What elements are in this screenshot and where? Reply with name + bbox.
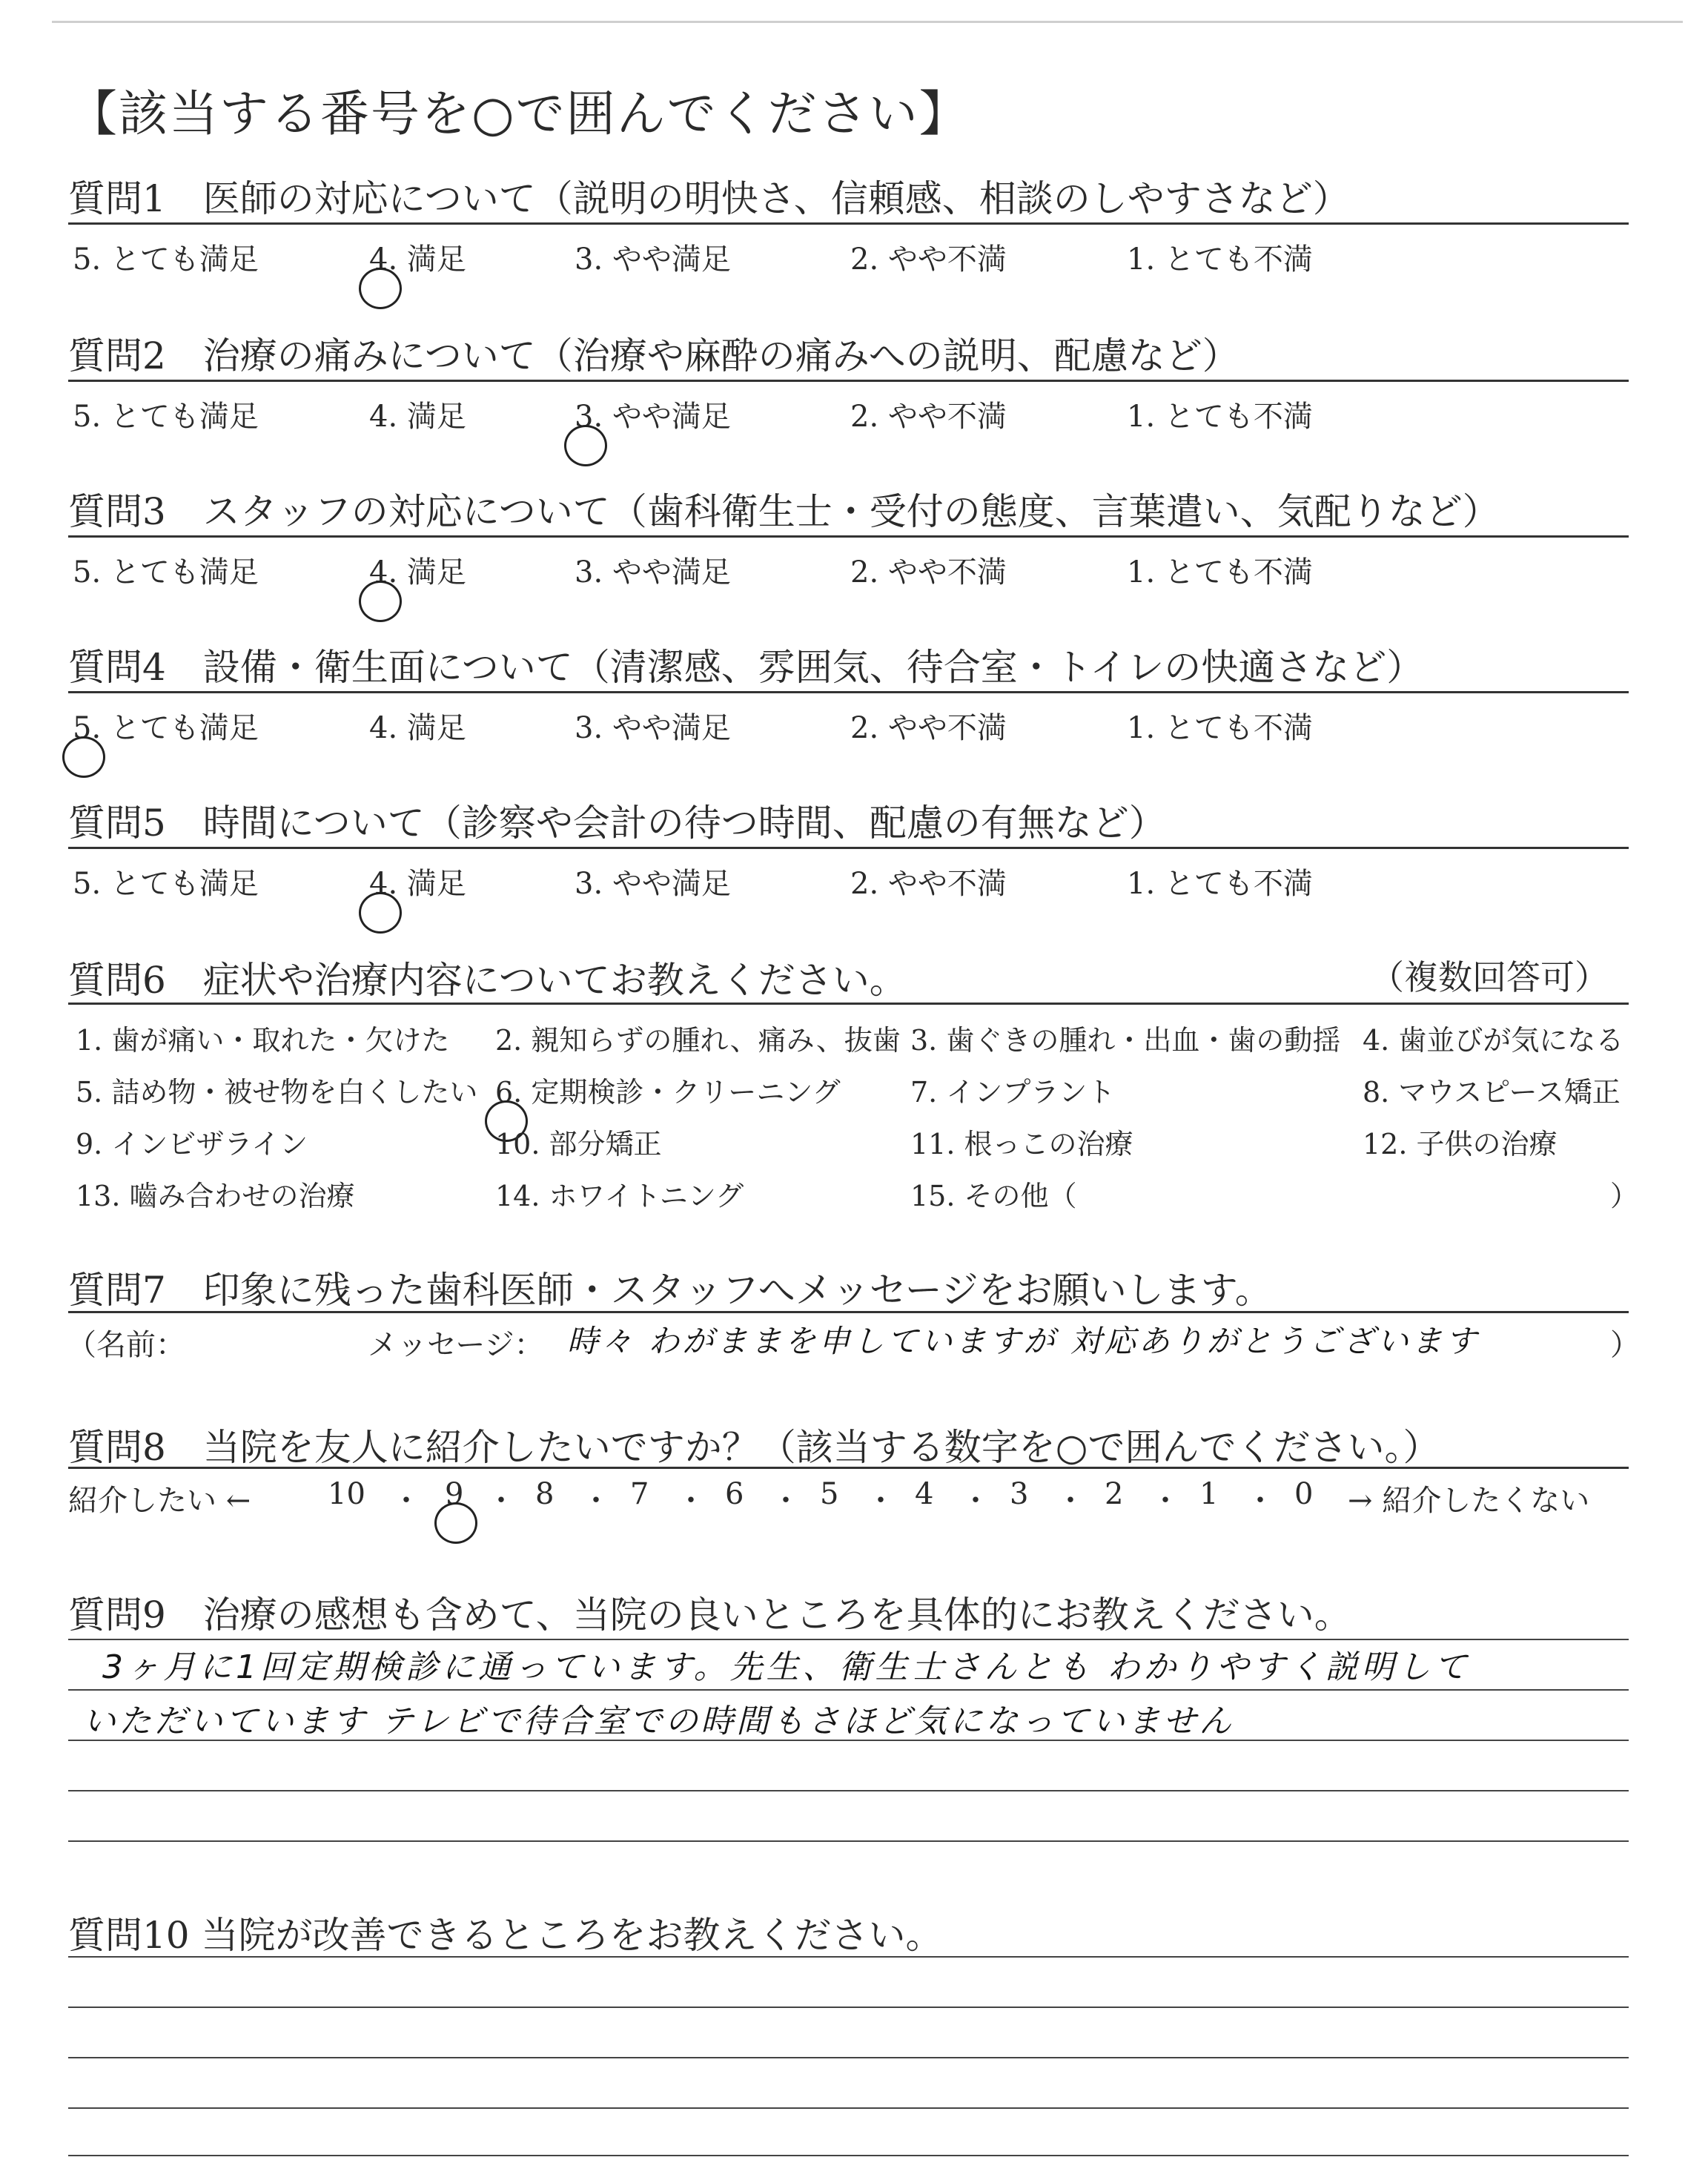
q4-option-2[interactable]: 2. やや不満 [850, 711, 1007, 745]
q5-option-4[interactable] [369, 860, 466, 902]
q8-right-label: → 紹介したくない [1348, 1484, 1590, 1518]
q5-rule [68, 847, 1629, 849]
q2-option-2[interactable]: 2. やや不満 [850, 400, 1007, 434]
q8-scale-5[interactable]: 5 [820, 1477, 839, 1511]
q10-line-4 [68, 2107, 1629, 2109]
q8-scale-2[interactable]: 2 [1105, 1477, 1124, 1511]
q6-option-2[interactable]: 2. 親知らずの腫れ、痛み、抜歯 [495, 1024, 901, 1057]
q8-scale-9[interactable] [445, 1477, 463, 1511]
q4-option-1[interactable]: 1. とても不満 [1127, 711, 1313, 745]
q2-option-1[interactable]: 1. とても不満 [1127, 400, 1313, 434]
q8-scale-1[interactable]: 1 [1199, 1477, 1219, 1511]
q6-option-7[interactable]: 7. インプラント [910, 1076, 1116, 1109]
q1-option-3[interactable]: 3. やや満足 [575, 242, 731, 277]
q3-option-4-label: 4. 満足 [369, 555, 466, 589]
q6-title: 質問6 症状や治療内容についてお教えください。 [68, 959, 907, 1002]
q6-option-5[interactable]: 5. 詰め物・被せ物を白くしたい [76, 1076, 478, 1109]
q6-option-10[interactable]: 10. 部分矯正 [495, 1128, 662, 1160]
q6-option-1[interactable]: 1. 歯が痛い・取れた・欠けた [76, 1024, 450, 1057]
q5-option-1[interactable]: 1. とても不満 [1127, 867, 1313, 901]
q4-title: 質問4 設備・衛生面について（清潔感、雰囲気、待合室・トイレの快適さなど） [68, 646, 1424, 689]
q9-title: 質問9 治療の感想も含めて、当院の良いところを具体的にお教えください。 [68, 1593, 1351, 1636]
q2-option-3-label: 3. やや満足 [575, 400, 731, 434]
q8-scale-dot: ・ [1245, 1484, 1275, 1518]
q6-option-8[interactable]: 8. マウスピース矯正 [1363, 1076, 1621, 1109]
q5-title: 質問5 時間について（診察や会計の待つ時間、配慮の有無など） [68, 802, 1166, 845]
q1-rule [68, 222, 1629, 225]
q2-title: 質問2 治療の痛みについて（治療や麻酔の痛みへの説明、配慮など） [68, 334, 1239, 377]
q1-option-5[interactable]: 5. とても満足 [73, 242, 259, 277]
q8-scale-0[interactable]: 0 [1294, 1477, 1314, 1511]
q7-message-handwriting[interactable]: 時々 わがままを申していますが 対応ありがとうございます [567, 1323, 1480, 1359]
q7-rule [68, 1311, 1629, 1313]
q6-multiple-note: （複数回答可） [1370, 957, 1609, 997]
q10-line-3 [68, 2057, 1629, 2058]
q6-option-3[interactable]: 3. 歯ぐきの腫れ・出血・歯の動揺 [910, 1024, 1341, 1057]
q6-option-12[interactable]: 12. 子供の治療 [1363, 1128, 1558, 1160]
q3-title: 質問3 スタッフの対応について（歯科衛生士・受付の態度、言葉遣い、気配りなど） [68, 490, 1500, 533]
page-heading: 【該当する番号を○で囲んでください】 [68, 85, 970, 142]
q5-option-2[interactable]: 2. やや不満 [850, 867, 1007, 901]
q8-scale-7[interactable]: 7 [630, 1477, 649, 1511]
q1-option-2[interactable]: 2. やや不満 [850, 242, 1007, 277]
q8-scale-4[interactable]: 4 [915, 1477, 934, 1511]
q8-scale-dot: ・ [866, 1484, 896, 1518]
q6-option-15[interactable]: 15. その他（ [910, 1180, 1077, 1212]
q4-option-5[interactable] [73, 704, 259, 747]
q9-answer-line-1[interactable]: 3ヶ月に1回定期検診に通っています。先生、衛生士さんとも わかりやすく説明して [102, 1648, 1471, 1686]
q6-option-11[interactable]: 11. 根っこの治療 [910, 1128, 1133, 1160]
q8-rule [68, 1467, 1629, 1469]
q5-option-4-label: 4. 満足 [369, 867, 466, 901]
q10-line-1 [68, 1956, 1629, 1958]
q6-option-6[interactable] [495, 1069, 841, 1110]
q7-message-label: メッセージ： [368, 1328, 544, 1362]
q7-title: 質問7 印象に残った歯科医師・スタッフへメッセージをお願いします。 [68, 1269, 1272, 1312]
q6-option-13[interactable]: 13. 嚙み合わせの治療 [76, 1180, 355, 1212]
q8-title: 質問8 当院を友人に紹介したいですか？（該当する数字を○で囲んでください。） [68, 1426, 1440, 1469]
q4-option-4[interactable]: 4. 満足 [369, 711, 466, 745]
q8-scale-dot: ・ [961, 1484, 990, 1518]
q6-option-14[interactable]: 14. ホワイトニング [495, 1180, 744, 1212]
q3-option-1[interactable]: 1. とても不満 [1127, 555, 1313, 589]
top-edge-line [52, 21, 1683, 23]
q2-rule [68, 380, 1629, 382]
q5-option-5[interactable]: 5. とても満足 [73, 867, 259, 901]
q10-title: 質問10 当院が改善できるところをお教えください。 [68, 1914, 943, 1957]
q3-option-3[interactable]: 3. やや満足 [575, 555, 731, 589]
q7-name-label: （名前： [67, 1328, 185, 1362]
q8-scale-6[interactable]: 6 [725, 1477, 744, 1511]
q2-option-4[interactable]: 4. 満足 [369, 400, 466, 434]
q8-scale-8[interactable]: 8 [535, 1477, 555, 1511]
q3-rule [68, 535, 1629, 538]
q6-option-9[interactable]: 9. インビザライン [76, 1128, 308, 1160]
q10-line-5 [68, 2155, 1629, 2156]
q8-scale-9-label: 9 [445, 1477, 464, 1511]
q5-option-3[interactable]: 3. やや満足 [575, 867, 731, 901]
q1-option-4-label: 4. 満足 [369, 242, 466, 277]
q8-scale-dot: ・ [1151, 1484, 1180, 1518]
q8-scale-10[interactable]: 10 [328, 1477, 365, 1511]
q3-option-5[interactable]: 5. とても満足 [73, 555, 259, 589]
q4-rule [68, 691, 1629, 693]
q8-scale-dot: ・ [1056, 1484, 1085, 1518]
q8-scale-dot: ・ [676, 1484, 706, 1518]
q10-line-2 [68, 2007, 1629, 2008]
q4-option-5-label: 5. とても満足 [73, 711, 259, 745]
q2-option-5[interactable]: 5. とても満足 [73, 400, 259, 434]
q8-left-label: 紹介したい ← [68, 1484, 251, 1518]
q4-option-3[interactable]: 3. やや満足 [575, 711, 731, 745]
q6-option-15-close: ） [1610, 1180, 1639, 1212]
q8-scale-dot: ・ [486, 1484, 516, 1518]
q6-option-6-label: 6. 定期検診・クリーニング [495, 1076, 841, 1109]
q6-option-4[interactable]: 4. 歯並びが気になる [1363, 1024, 1624, 1057]
q9-line-3 [68, 1740, 1629, 1741]
q8-scale-dot: ・ [581, 1484, 611, 1518]
q3-option-2[interactable]: 2. やや不満 [850, 555, 1007, 589]
q9-line-2 [68, 1689, 1629, 1691]
q6-rule [68, 1003, 1629, 1005]
q1-option-1[interactable]: 1. とても不満 [1127, 242, 1313, 277]
q3-option-4[interactable] [369, 549, 466, 591]
q8-scale-dot: ・ [391, 1484, 421, 1518]
q8-scale-3[interactable]: 3 [1010, 1477, 1029, 1511]
q9-line-5 [68, 1840, 1629, 1842]
q9-line-4 [68, 1790, 1629, 1791]
q7-close-paren: ） [1610, 1328, 1640, 1362]
q9-answer-line-2[interactable]: いただいています テレビで待合室での時間もさほど気になっていません [83, 1702, 1235, 1740]
q1-title: 質問1 医師の対応について（説明の明快さ、信頼感、相談のしやすさなど） [68, 177, 1350, 220]
q8-scale-dot: ・ [771, 1484, 801, 1518]
q2-option-3[interactable] [575, 393, 731, 435]
q1-option-4[interactable] [369, 236, 466, 278]
